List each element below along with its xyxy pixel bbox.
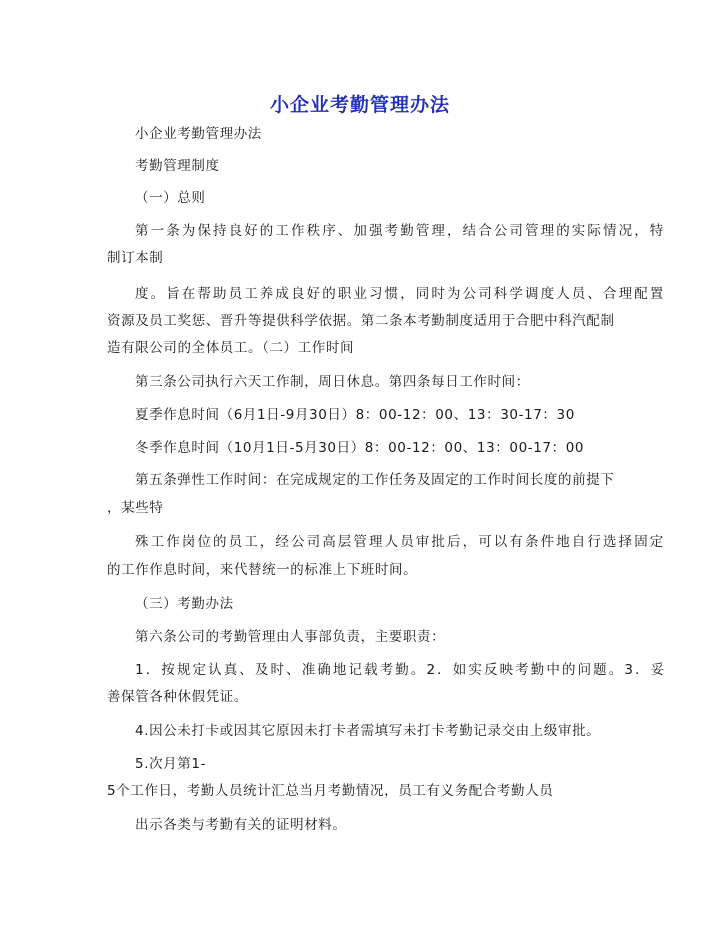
text-line-section-heading: 考勤管理制度 [135,158,220,174]
text-line-summer-hours: 夏季作息时间（6月1日-9月30日）8：00-12：00、13：30-17：30 [135,407,575,423]
text-line-purpose-cont: 资源及员工奖惩、晋升等提供科学依据。第二条本考勤制度适用于合肥中科汽配制 [107,313,615,329]
text-line-special-posts-cont: 的工作作息时间，来代替统一的标准上下班时间。 [107,562,418,578]
text-line-duty-3-cont: 善保管各种休假凭证。 [107,689,248,705]
text-line-evidence: 出示各类与考勤有关的证明材料。 [135,817,347,833]
text-line-duty-5: 5.次月第1- [135,756,207,772]
document-title: 小企业考勤管理办法 [269,94,450,116]
text-line-general-heading: （一）总则 [135,190,206,206]
text-line-subtitle: 小企业考勤管理办法 [135,126,262,142]
text-line-article5-cont: ，某些特 [107,500,164,516]
text-line-article6: 第六条公司的考勤管理由人事部负责，主要职责： [135,629,446,645]
text-line-scope: 造有限公司的全体员工。（二）工作时间 [107,340,355,356]
text-line-duty-1-3: 1．按规定认真、及时、准确地记载考勤。2．如实反映考勤中的问题。3．妥 [135,662,667,678]
text-line-article3: 第三条公司执行六天工作制，周日休息。第四条每日工作时间： [135,374,530,390]
text-line-article1: 第一条为保持良好的工作秩序、加强考勤管理，结合公司管理的实际情况，特 [135,223,666,239]
text-line-article5: 第五条弹性工作时间：在完成规定的工作任务及固定的工作时间长度的前提下 [135,472,615,488]
text-line-duty-5-cont: 5个工作日，考勤人员统计汇总当月考勤情况，员工有义务配合考勤人员 [107,783,554,799]
text-line-special-posts: 殊工作岗位的员工，经公司高层管理人员审批后，可以有条件地自行选择固定 [135,534,666,550]
text-line-article1-cont: 制订本制 [107,250,164,266]
text-line-duty-4: 4.因公未打卡或因其它原因未打卡者需填写未打卡考勤记录交由上级审批。 [135,723,601,739]
text-line-purpose: 度。旨在帮助员工养成良好的职业习惯，同时为公司科学调度人员、合理配置 [135,286,666,302]
text-line-winter-hours: 冬季作息时间（10月1日-5月30日）8：00-12：00、13：00-17：00 [135,440,585,456]
text-line-attendance-method: （三）考勤办法 [135,596,234,612]
